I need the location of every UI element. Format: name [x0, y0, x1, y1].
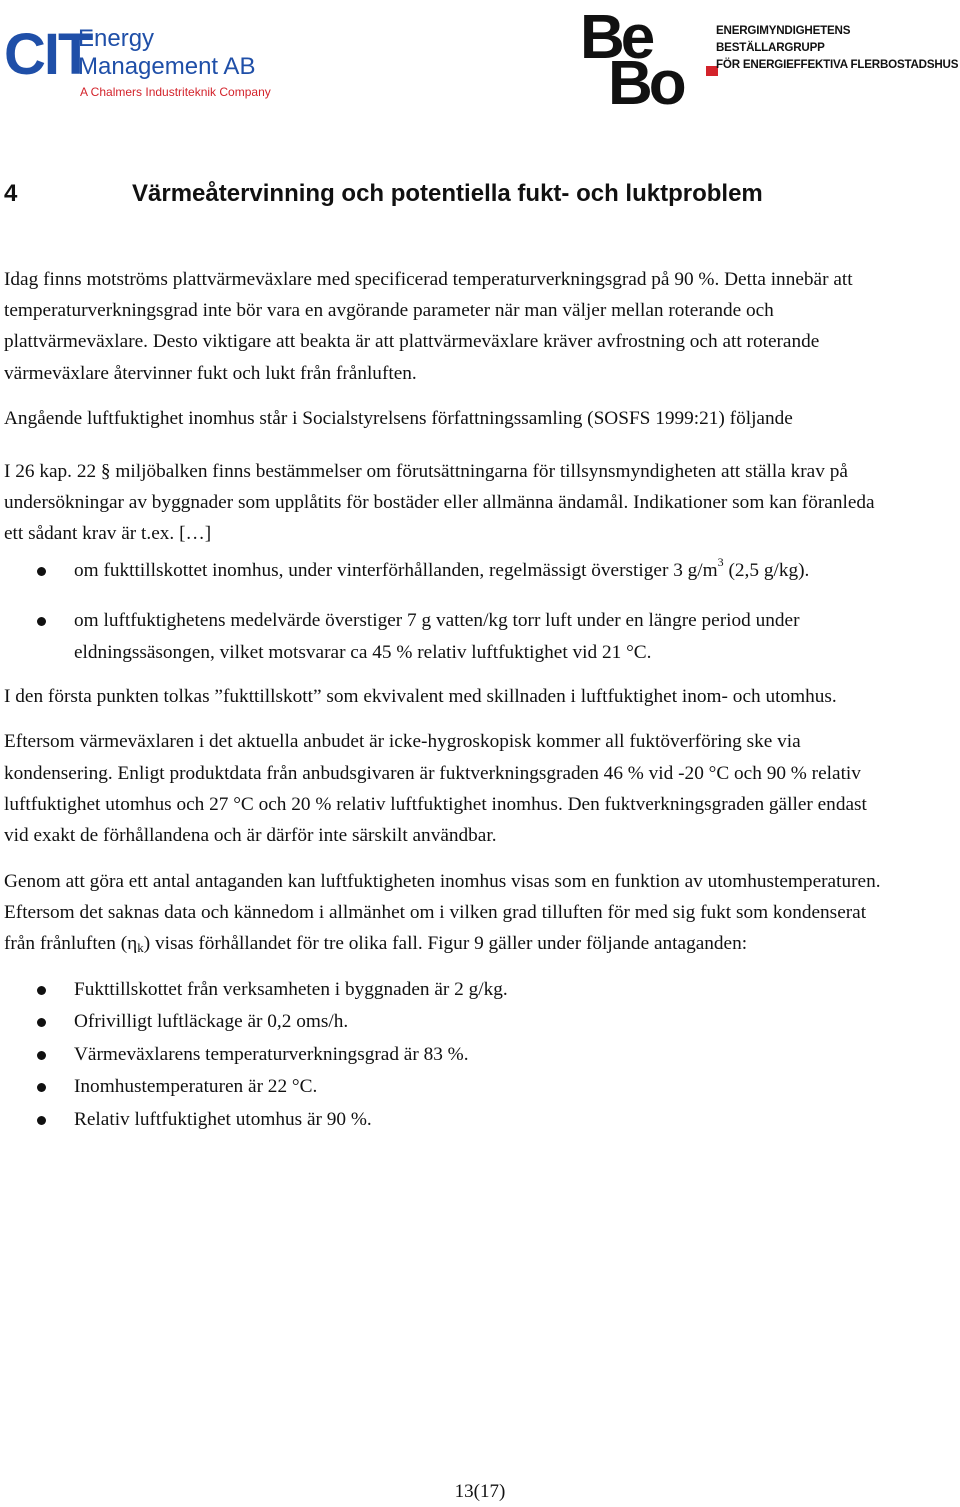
cit-logo-line2: Management AB — [78, 53, 256, 80]
list-item-text: Inomhustemperaturen är 22 °C. — [74, 1076, 318, 1098]
bebo-logo — [578, 2, 723, 106]
list-item-text: Relativ luftfuktighet utomhus är 90 %. — [74, 1108, 372, 1130]
list-item — [4, 1071, 890, 1104]
superscript: 3 — [717, 555, 724, 570]
paragraph-6-part2: ) visas förhållandet för tre olika fall. Figur 9 gäller under följande antaganden: — [143, 933, 748, 955]
paragraph-4: I den första punkten tolkas ”fukttillskott” som ekvivalent med skillnaden i luftfuktighet inom- och utomhus. — [4, 685, 837, 707]
paragraph-5: Eftersom värmeväxlaren i det aktuella anbudet är icke-hygroskopisk kommer all fuktöverföring ske via kondensering. Enligt produktdata från anbudsgivaren är fuktverkningsgraden 46 % vid -20 °C och 90 % relativ luftfuktighet utomhus och 27 °C och 20 % relativ luftfuktighet inomhus. Den fuktverkningsgraden gäller endast vid exakt de förhållandena och är därför inte särskilt användbar. — [4, 731, 867, 847]
list-item — [4, 1104, 890, 1137]
bebo-org-name — [716, 22, 960, 73]
cit-logo — [4, 22, 304, 106]
list-item — [4, 1006, 890, 1039]
list-item — [4, 555, 890, 586]
bullet-icon — [37, 1051, 46, 1060]
bebo-org-line1: ENERGIMYNDIGHETENS BESTÄLLARGRUPP — [716, 24, 851, 54]
bebo-logo-bottom: Bo — [608, 49, 683, 106]
section-title: Värmeåtervinning och potentiella fukt- och luktproblem — [132, 180, 763, 207]
list-item-text: Fukttillskottet från verksamheten i byggnaden är 2 g/kg. — [74, 978, 508, 1000]
section-number: 4 — [4, 180, 18, 207]
paragraph-6-part1: Genom att göra ett antal antaganden kan luftfuktigheten inomhus visas som en funktion av utomhustemperaturen. Eftersom det saknas data och kännedom i allmänhet om i vilken grad tilluften för med sig fukt som kondenserat från frånluften (η — [4, 870, 881, 955]
assumption-list — [4, 974, 890, 1137]
bullet-icon — [37, 567, 46, 576]
bullet-icon — [37, 617, 46, 626]
bullet-icon — [37, 1083, 46, 1092]
bullet-icon — [37, 1018, 46, 1027]
list-item-text: om fukttillskottet inomhus, under vinterförhållanden, regelmässigt överstiger 3 g/m — [74, 560, 718, 582]
bullet-icon — [37, 1116, 46, 1125]
list-item-text: Ofrivilligt luftläckage är 0,2 oms/h. — [74, 1011, 349, 1033]
list-item — [4, 1039, 890, 1072]
bebo-logo-top: Be — [580, 3, 652, 72]
bullet-icon — [37, 986, 46, 995]
cit-logo-mark: CIT — [4, 22, 92, 87]
list-item-text: om luftfuktighetens medelvärde överstiger 7 g vatten/kg torr luft under en längre period under eldningssäsongen, vilket motsvarar ca 45 % relativ luftfuktighet vid 21 °C. — [74, 610, 800, 663]
paragraph-quote: I 26 kap. 22 § miljöbalken finns bestämmelser om förutsättningarna för tillsynsmyndigheten att ställa krav på undersökningar av byggnader som upplåtits för bostäder eller allmänna ändamål. Indikationer som kan föranleda ett sådant krav är t.ex. […] — [4, 460, 875, 544]
cit-logo-subtitle: A Chalmers Industriteknik Company — [80, 85, 271, 99]
paragraph-2: Angående luftfuktighet inomhus står i Socialstyrelsens författningssamling (SOSFS 1999:21) följande — [4, 408, 793, 430]
indication-list — [4, 555, 890, 668]
bebo-org-line2: FÖR ENERGIEFFEKTIVA FLERBOSTADSHUS — [716, 58, 959, 71]
document-body — [4, 264, 890, 1149]
list-item — [4, 605, 890, 667]
list-item — [4, 974, 890, 1007]
subscript: k — [137, 940, 144, 956]
paragraph-6 — [4, 866, 890, 960]
list-item-text: Värmeväxlarens temperaturverkningsgrad är 83 %. — [74, 1043, 469, 1065]
page-number: 13(17) — [454, 1481, 506, 1502]
paragraph-1: Idag finns motströms plattvärmeväxlare med specificerad temperaturverkningsgrad på 90 %. Detta innebär att temperaturverkningsgrad inte bör vara en avgörande parameter när man väljer mellan roterande och plattvärmeväxlare. Desto viktigare att beakta är att plattvärmeväxlare kräver avfrostning och att roterande värmeväxlare återvinner fukt och lukt från frånluften. — [4, 269, 853, 384]
list-item-tail: (2,5 g/kg). — [723, 560, 810, 582]
cit-logo-line1: Energy — [78, 25, 155, 52]
